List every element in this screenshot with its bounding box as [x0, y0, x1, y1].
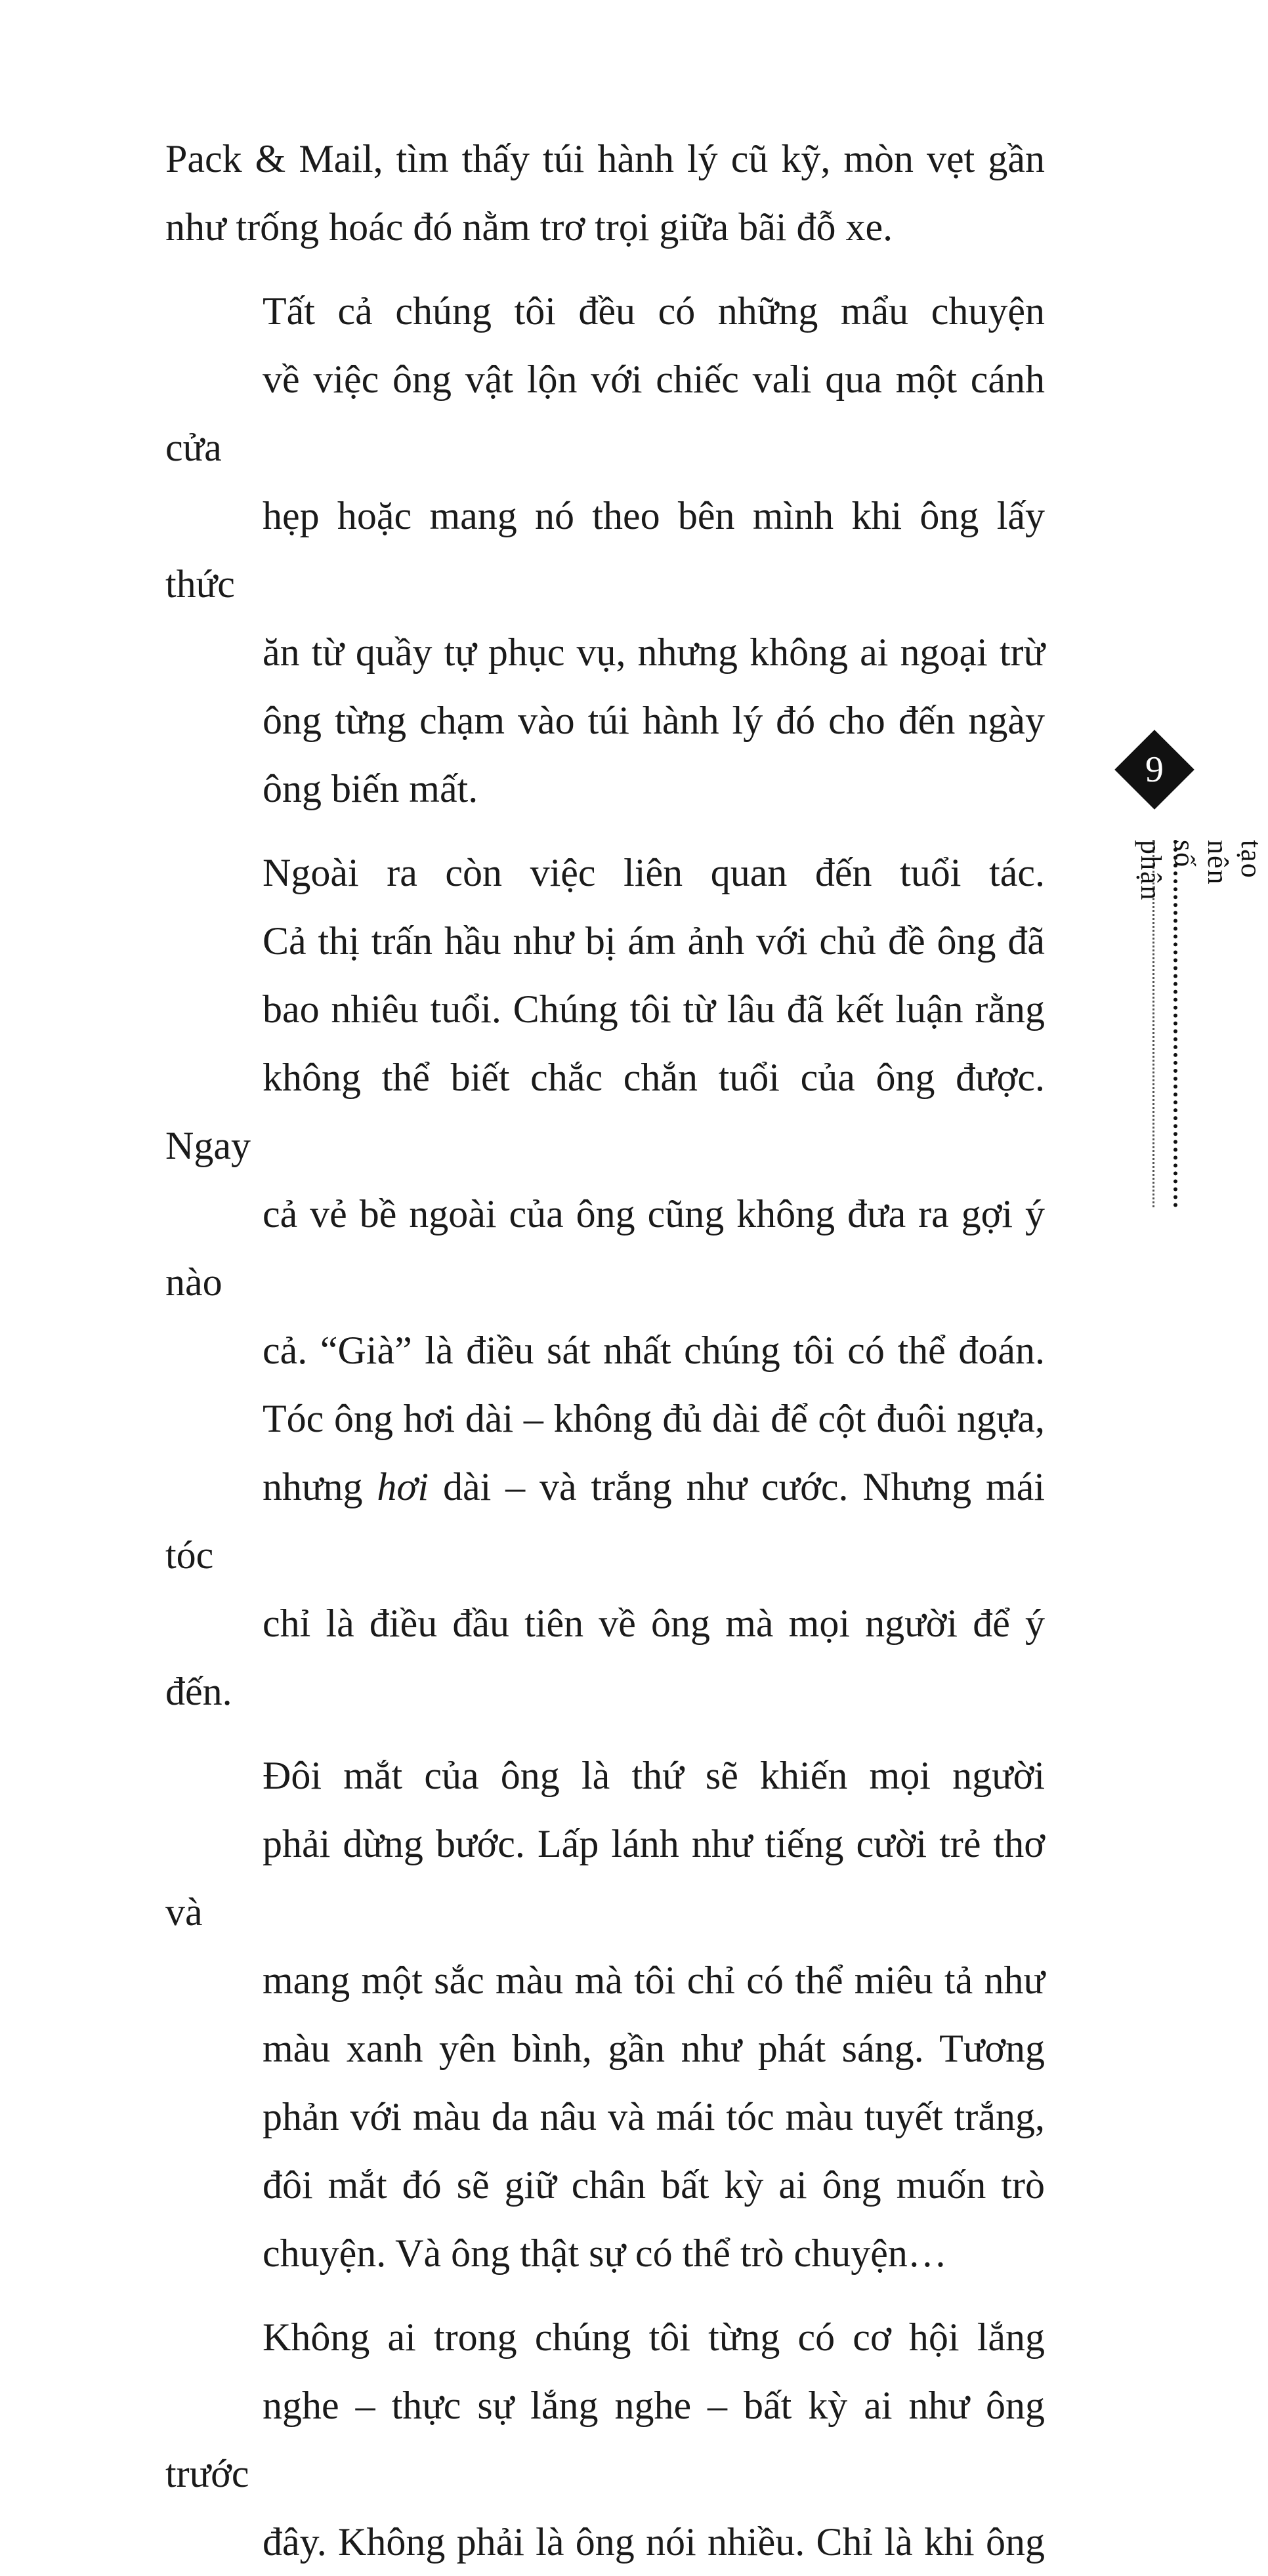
text-line: ông từng chạm vào túi hành lý đó cho đến ngày — [263, 699, 1045, 742]
text-line: cả vẻ bề ngoài của ông cũng không đưa ra gợi ý nào — [165, 1192, 1045, 1304]
text-line: mang một sắc màu mà tôi chỉ có thể miêu tả như — [263, 1959, 1045, 2002]
book-page-body — [165, 125, 1045, 2576]
text-line: hẹp hoặc mang nó theo bên mình khi ông lấy thức — [165, 494, 1045, 606]
text-line: phải dừng bước. Lấp lánh như tiếng cười trẻ thơ và — [165, 1822, 1045, 1934]
text-line: ông biến mất. — [263, 767, 478, 810]
text-line: Tóc ông hơi dài – không đủ dài để cột đuôi ngựa, — [263, 1397, 1045, 1440]
text-segment: nhưng — [263, 1465, 377, 1508]
text-line: đây. Không phải là ông nói nhiều. Chỉ là khi ông — [263, 2520, 1045, 2564]
text-line: Đôi mắt của ông là thứ sẽ khiến mọi người — [263, 1754, 1045, 1797]
text-segment: dài – và trắng như cước. Nhưng mái tóc — [165, 1465, 1046, 1577]
text-line: bao nhiêu tuổi. Chúng tôi từ lâu đã kết luận rằng — [263, 987, 1045, 1031]
text-line: nghe – thực sự lắng nghe – bất kỳ ai như ông trước — [165, 2384, 1045, 2495]
text-line: chỉ là điều đầu tiên về ông mà mọi người để ý đến. — [165, 1602, 1045, 1713]
chapter-number: 9 — [1145, 749, 1164, 790]
text-line: về việc ông vật lộn với chiếc vali qua một cánh cửa — [165, 358, 1045, 469]
text-line: ăn từ quầy tự phục vụ, nhưng không ai ngoại trừ — [263, 631, 1045, 674]
chapter-title: tạo nên số phận — [1135, 840, 1267, 902]
emphasized-word: hơi — [377, 1465, 429, 1508]
text-line: Ngoài ra còn việc liên quan đến tuổi tác. — [263, 851, 1045, 894]
text-line: Tất cả chúng tôi đều có những mẩu chuyện — [263, 289, 1045, 333]
text-line: đôi mắt đó sẽ giữ chân bất kỳ ai ông muốn trò — [263, 2163, 1045, 2207]
paragraph-4 — [165, 1741, 1045, 2287]
text-line-with-emphasis — [165, 1453, 1045, 1589]
text-line: không thể biết chắc chắn tuổi của ông được. Ngay — [165, 1056, 1045, 1167]
text-line: Không ai trong chúng tôi từng có cơ hội lắng — [263, 2316, 1045, 2359]
paragraph-1 — [165, 125, 1045, 261]
text-line: chuyện. Và ông thật sự có thể trò chuyện… — [263, 2232, 947, 2275]
text-line: như trống hoác đó nằm trơ trọi giữa bãi đỗ xe. — [165, 205, 893, 249]
dotted-rule — [1173, 840, 1177, 1207]
text-line: màu xanh yên bình, gần như phát sáng. Tương — [263, 2027, 1045, 2070]
text-line: phản với màu da nâu và mái tóc màu tuyết trắng, — [263, 2095, 1045, 2138]
text-line: Pack & Mail, tìm thấy túi hành lý cũ kỹ, mòn vẹt gần — [165, 137, 1045, 180]
text-line: Cả thị trấn hầu như bị ám ảnh với chủ đề ông đã — [263, 919, 1045, 963]
paragraph-2 — [165, 277, 1045, 823]
text-line: cả. “Già” là điều sát nhất chúng tôi có thể đoán. — [263, 1329, 1045, 1372]
paragraph-3 — [165, 839, 1045, 1726]
paragraph-5 — [165, 2303, 1045, 2576]
